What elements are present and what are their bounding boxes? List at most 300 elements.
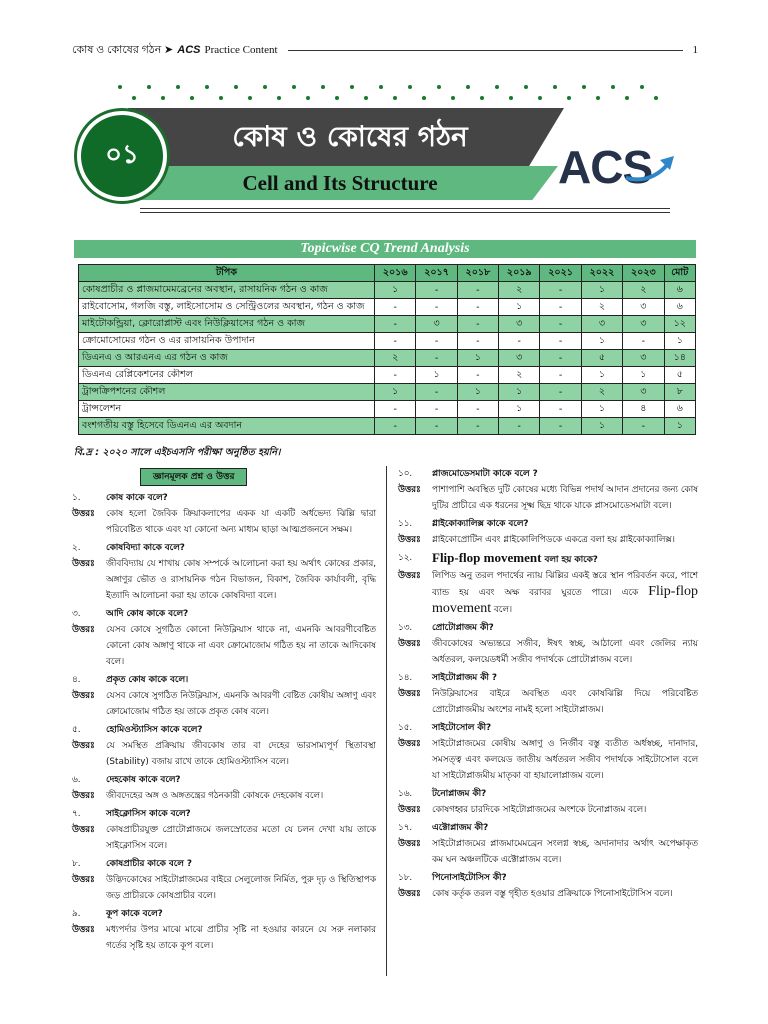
column-divider [386,466,387,976]
qa-item [398,870,698,902]
answer-text: পাশাপাশি অবস্থিত দুটি কোষের মধ্যে বিভিন্ন পদার্থ আদান প্রদানের জন্য কোষ দুটির প্রাচীরে এক ধরনের সূক্ষ্ম ছিদ্র থাকে যাকে প্লাসমোডেসমাটা বলে। [432,485,698,511]
question-text [106,906,163,922]
answer [398,636,698,668]
qa-item [398,720,698,784]
chapter-title-en: Cell and Its Structure [242,171,438,195]
answer-text-wrap [106,822,376,854]
trend-count-cell: - [416,418,457,435]
dot [364,96,368,100]
answer-label: উত্তরঃ [398,689,421,699]
answer-label: উত্তরঃ [398,535,421,545]
qa-item [72,806,376,854]
trend-count-cell: ১ [457,350,498,367]
answer [72,922,376,954]
answer-text-wrap [432,886,698,902]
question-number: ১১. [398,519,413,529]
answer-label: উত্তরঃ [398,639,421,649]
qa-item [72,606,376,670]
question-text [106,772,181,788]
question-number: ৮. [72,859,81,869]
question-number: ১৩. [398,623,413,633]
dot [567,96,571,100]
question [398,620,698,636]
answer-text-wrap [432,802,698,818]
answer-text: যেসব কোষে সুগঠিত নিউক্লিয়াস, এমনকি আবরণী বেষ্টিত কোষীয় অঙ্গাণু এবং ক্রোমোজোম গঠিত হয় তাকে প্রকৃত কোষ বলে। [106,691,376,717]
answer-text: জীববিদ্যায় যে শাখায় কোষ সম্পর্কে আলোচনা করা হয় অর্থাৎ কোষের প্রকার, অঙ্গাণুর ভৌত ও রাসায়নিক গঠন বিভাজন, বিকাশ, জৈবিক কার্যাবলী, বৃদ্ধি ইত্যাদি আলোচনা করা হয় তাকে কোষবিদ্যা বলে। [106,559,376,601]
trend-count-cell: - [499,418,540,435]
answer-text: কোষগহ্বর চারদিকে সাইটোপ্লাজমের অংশকে টনোপ্লাজম বলে। [432,805,647,815]
answer-text-wrap [432,686,698,718]
question [72,772,376,788]
dot [292,85,296,89]
question-number: ১৫. [398,723,413,733]
question [72,806,376,822]
answer-text: লিপিড অনু তরল পদার্থের ন্যায় ঝিল্লির একই স্তরে স্থান পরিবর্তন করে, পাশে ব্যান্ড হয় এবং অক্ষ বরাবর ঘুরতে পারে। একে [432,571,698,598]
answer-label: উত্তরঃ [72,559,95,569]
dot [118,85,122,89]
trend-count-cell: ৬ [664,282,695,299]
answer-text-wrap [432,636,698,668]
trend-header-cell: ২০২৩ [623,265,664,282]
trend-topic-cell: রাইবোসোম, গলজি বস্তু, লাইসোসোম ও সেন্ট্রিওলের অবস্থান, গঠন ও কাজ [79,299,375,316]
answer-label: উত্তরঃ [72,741,95,751]
question-text-bn: প্লাজমোডেসমাটা কাকে বলে ? [432,469,538,479]
answer-label: উত্তরঃ [398,889,421,899]
trend-count-cell: - [375,333,416,350]
question [398,820,698,836]
dot [437,85,441,89]
header-breadcrumb: কোষ ও কোষের গঠন ➤ [72,43,174,56]
trend-count-cell: - [540,316,581,333]
trend-count-cell: ১ [581,418,622,435]
trend-count-cell: ৬ [664,401,695,418]
dot [538,96,542,100]
question-text [106,540,185,556]
dot [509,96,513,100]
trend-count-cell: - [540,299,581,316]
trend-count-cell: ২ [499,367,540,384]
dot [321,85,325,89]
question-text-bn: হোমিওস্ট্যাসিস কাকে বলে? [106,725,203,735]
answer-text-wrap [432,568,698,618]
chapter-title-bn: কোষ ও কোষের গঠন [232,120,468,153]
answer-text-wrap [432,532,698,548]
dot [466,85,470,89]
trend-count-cell: - [540,282,581,299]
question-number: ১৬. [398,789,413,799]
trend-count-cell: ১ [499,384,540,401]
answer-text-wrap [432,836,698,868]
question-number: ৯. [72,909,81,919]
question-number: ১৮. [398,873,413,883]
question [398,786,698,802]
answer [72,556,376,604]
trend-table [78,264,696,435]
trend-count-cell: ৪ [623,401,664,418]
dot [553,85,557,89]
question-text [432,670,497,686]
trend-count-cell: ১ [623,367,664,384]
trend-count-cell: - [375,418,416,435]
qa-item [72,772,376,804]
chapter-number: ০১ [81,115,163,197]
answer-label: উত্তরঃ [72,509,95,519]
question-text-bn: টনোপ্লাজম কী? [432,789,487,799]
trend-count-cell: ২ [499,282,540,299]
answer-label: উত্তরঃ [72,625,95,635]
dot [524,85,528,89]
dot [422,96,426,100]
answer [398,482,698,514]
trend-count-cell: ২ [581,299,622,316]
acs-logo [556,138,686,198]
qa-left-column [72,468,376,956]
trend-count-cell: ১ [375,282,416,299]
dot [408,85,412,89]
answer-text: কোষ কর্তৃক তরল বস্তু গৃহীত হওয়ার প্রক্রিয়াকে পিনোসাইটোসিস বলে। [432,889,673,899]
dot [176,85,180,89]
question-text [432,786,486,802]
trend-topic-cell: ট্রান্সলেশন [79,401,375,418]
dot [161,96,165,100]
question-text [432,620,494,636]
question-text-bn: আদি কোষ কাকে বলে? [106,609,189,619]
answer-text: কোষপ্রাচীরযুক্ত প্রোটোপ্লাজমে জলস্রোতের মতো যে চলন দেখা যায় তাকে সাইক্লোসিস বলে। [106,825,376,851]
answer-label: উত্তরঃ [398,739,421,749]
dot [350,85,354,89]
trend-count-cell: - [457,282,498,299]
question-text-bn: কোষবিদ্যা কাকে বলে? [106,543,185,553]
question [398,516,698,532]
trend-count-cell: ১ [375,384,416,401]
qa-right-column [398,466,698,904]
dot [582,85,586,89]
question-text [432,820,488,836]
question-text [106,606,188,622]
dot [132,96,136,100]
question [72,856,376,872]
trend-row [79,401,696,418]
answer [72,788,376,804]
dot [625,96,629,100]
trend-topic-cell: ট্রান্সক্রিপশনের কৌশল [79,384,375,401]
trend-count-cell: ৫ [664,367,695,384]
trend-count-cell: - [457,333,498,350]
question-number: ৭. [72,809,81,819]
answer-text: যেসব কোষে সুগঠিত কোনো নিউক্লিয়াস থাকে না, এমনকি আবরণীবেষ্টিত কোনো কোষ অঙ্গাণু থাকে না এবং ক্রোমোজোম গঠিত হয় না তাকে আদিকোষ বলে। [106,625,376,667]
answer-text-wrap [106,872,376,904]
dot [654,96,658,100]
trend-count-cell: - [540,418,581,435]
question-text-bn: দেহকোষ কাকে বলে? [106,775,181,785]
question-text [432,870,507,886]
trend-count-cell: - [457,418,498,435]
question-text [432,550,598,568]
answer-text: উদ্ভিদকোষের সাইটোপ্লাজমের বাইরে সেলুলোজ নির্মিত, পুরু দৃঢ় ও স্থিতিস্থাপক জড় প্রাচীরকে কোষপ্রাচীর বলে। [106,875,376,901]
answer-label: উত্তরঃ [398,839,421,849]
answer-label: উত্তরঃ [72,691,95,701]
trend-count-cell: ৩ [623,299,664,316]
question [398,550,698,568]
qa-item [72,672,376,720]
question-number: ৬. [72,775,81,785]
dot [306,96,310,100]
trend-row [79,367,696,384]
trend-count-cell: - [416,350,457,367]
dot [219,96,223,100]
answer [398,686,698,718]
question [72,722,376,738]
answer-text-wrap [106,738,376,770]
trend-count-cell: ১ [416,367,457,384]
trend-count-cell: - [623,418,664,435]
trend-row [79,384,696,401]
trend-note: বি.দ্র : ২০২০ সালে এইচএসসি পরীক্ষা অনুষ্ঠিত হয়নি। [74,447,281,458]
decorative-dots [118,83,680,103]
qa-item [398,786,698,818]
question-text-bn: সাইটোপ্লাজম কী ? [432,673,498,683]
trend-header-cell: ২০১৮ [457,265,498,282]
page-header [72,40,698,60]
trend-count-cell: - [540,367,581,384]
qa-item [72,722,376,770]
trend-topic-cell: কোষপ্রাচীর ও প্লাজমামেমব্রেনের অবস্থান, রাসায়নিক গঠন ও কাজ [79,282,375,299]
question [72,490,376,506]
trend-count-cell: ৩ [581,316,622,333]
trend-header-row [79,265,696,282]
question [398,720,698,736]
trend-count-cell: - [416,384,457,401]
trend-count-cell: - [540,384,581,401]
question-text-bn: পিনোসাইটোসিস কী? [432,873,507,883]
trend-count-cell: - [375,367,416,384]
question [72,906,376,922]
trend-count-cell: ১ [581,367,622,384]
qa-item [398,820,698,868]
trend-row [79,333,696,350]
answer-text-wrap [106,556,376,604]
trend-count-cell: ১ [581,333,622,350]
qa-item [72,490,376,538]
trend-row [79,282,696,299]
dot [335,96,339,100]
trend-header-cell: ২০২২ [581,265,622,282]
answer-text: জীবদেহের অঙ্গ ও অঙ্গতন্ত্রের গঠনকারী কোষকে দেহকোষ বলে। [106,791,324,801]
chapter-number-badge [74,108,170,204]
answer [398,886,698,902]
answer [72,506,376,538]
question-text-en: Flip-flop movement [432,550,542,565]
dot [234,85,238,89]
answer-text: সাইটোপ্লাজমের প্লাজমামেমব্রেন সংলগ্ন স্বচ্ছ, অদানাদার অর্থাৎ অপেক্ষাকৃত কম ঘন অঞ্চলটিকে এক্টোপ্লাজম বলে। [432,839,698,865]
trend-count-cell: ৩ [416,316,457,333]
question-number: ২. [72,543,81,553]
trend-count-cell: - [416,282,457,299]
answer-text-en: Flip-flop movement [432,584,699,616]
trend-count-cell: - [416,333,457,350]
trend-header-cell: ২০১৯ [499,265,540,282]
qa-item [398,670,698,718]
answer-label: উত্তরঃ [72,825,95,835]
trend-row [79,350,696,367]
trend-topic-cell: বংশগতীয় বস্তু হিসেবে ডিএনএ এর অবদান [79,418,375,435]
section-title: জ্ঞানমূলক প্রশ্ন ও উত্তর [140,468,247,486]
answer-text: মধ্যপর্দার উপর মাঝে মাঝে প্রাচীর সৃষ্টি না হওয়ার কারনে যে সরু নলাকার গর্তের সৃষ্টি হয় তাকে কূপ বলে। [106,925,376,951]
question-text [432,516,528,532]
question-text [106,806,191,822]
qa-item [72,856,376,904]
question-text-bn: প্রোটোপ্লাজম কী? [432,623,494,633]
qa-item [72,906,376,954]
qa-item [398,516,698,548]
question-text [432,466,538,482]
question [72,672,376,688]
qa-item [398,466,698,514]
trend-count-cell: - [457,367,498,384]
answer-text: নিউক্লিয়াসের বাইরে অবস্থিত এবং কোষঝিল্লি দিয়ে পরিবেষ্টিত প্রোটোপ্লাজমীয় অংশের নামই হলো সাইটোপ্লাজম। [432,689,698,715]
trend-row [79,316,696,333]
trend-count-cell: ১ [664,418,695,435]
qa-item [72,540,376,604]
question-text-bn: এক্টোপ্লাজম কী? [432,823,489,833]
question-number: ১২. [398,553,413,563]
dot [379,85,383,89]
answer-text: সাইটোপ্লাজমের কোষীয় অঙ্গাণু ও নির্জীব বস্তু ব্যতীত অর্ধস্বচ্ছ, দানাদার, সমসত্ত্ব এবং কলয়েড জাতীয় অর্ধতরল সজীব পদার্থকে সাইটোসোল বলে যা সাইটোপ্লাজমীয় মাতৃকা বা হায়ালোপ্লাজম বলে। [432,739,698,781]
trend-count-cell: ১ [499,299,540,316]
dot [640,85,644,89]
answer-text: কোষ হলো জৈবিক ক্রিয়াকলাপের একক যা একটি অর্ধভেদ্য ঝিল্লি দ্বারা পরিবেষ্টিত থাকে এবং যা কোনো অন্য মাধ্যম ছাড়া আত্মপ্রজননে সক্ষম। [106,509,376,535]
acs-logo-text: ACS [558,141,653,193]
question-text [106,672,188,688]
question-text-bn: কোষ কাকে বলে? [106,493,168,503]
question-number: ১৪. [398,673,413,683]
dot [611,85,615,89]
answer-text: গ্লাইকোপ্রোটিন এবং গ্লাইকোলিপিডকে একত্রে বলা হয় গ্লাইকোক্যালিক্স। [432,535,675,545]
trend-count-cell: ১২ [664,316,695,333]
trend-count-cell: ২ [623,282,664,299]
dot [480,96,484,100]
question-text-bn: কূপ কাকে বলে? [106,909,163,919]
trend-count-cell: ২ [581,384,622,401]
trend-header-cell: ২০১৬ [375,265,416,282]
trend-topic-cell: মাইটোকন্ড্রিয়া, ক্লোরোপ্লাস্ট এবং নিউক্লিয়াসের গঠন ও কাজ [79,316,375,333]
answer-text: যে সমস্থিত প্রক্রিয়ায় জীবকোষ তার বা দেহের ভারসাম্যপূর্ণ স্থিতাবস্থা (Stability) বজায় রাখে তাকে হোমিওস্ট্যাসিস বলে। [106,741,376,767]
dot [205,85,209,89]
answer-label: উত্তরঃ [398,805,421,815]
question-number: ১৭. [398,823,413,833]
trend-count-cell: - [375,401,416,418]
dot [596,96,600,100]
question-text-bn: প্রকৃত কোষ কাকে বলে। [106,675,189,685]
question-text-bn: গ্লাইকোক্যালিক্স কাকে বলে? [432,519,529,529]
trend-count-cell: ১ [499,401,540,418]
answer [398,568,698,618]
question [72,606,376,622]
answer-label: উত্তরঃ [72,925,95,935]
trend-count-cell: ৬ [664,299,695,316]
trend-row [79,418,696,435]
trend-header-cell: টপিক [79,265,375,282]
question-number: ৪. [72,675,81,685]
dot [277,96,281,100]
trend-count-cell: ৩ [623,316,664,333]
trend-count-cell: - [540,333,581,350]
header-rule [288,50,683,51]
trend-count-cell: ৩ [623,350,664,367]
question [72,540,376,556]
qa-item [398,620,698,668]
trend-count-cell: ২ [375,350,416,367]
dot [263,85,267,89]
trend-count-cell: - [457,299,498,316]
trend-count-cell: - [457,401,498,418]
trend-count-cell: ১ [581,401,622,418]
answer [398,736,698,784]
answer-label: উত্তরঃ [72,875,95,885]
title-underlines [140,208,670,216]
dot [451,96,455,100]
trend-count-cell: - [540,350,581,367]
trend-topic-cell: ডিএনএ ও আরএনএ এর গঠন ও কাজ [79,350,375,367]
dot [190,96,194,100]
answer-text-wrap [106,788,376,804]
answer [72,822,376,854]
answer-label: উত্তরঃ [398,485,421,495]
trend-count-cell: - [375,316,416,333]
dot [495,85,499,89]
question-text [106,856,192,872]
trend-count-cell: ৩ [499,316,540,333]
answer-text-wrap [106,506,376,538]
trend-count-cell: - [499,333,540,350]
answer-label: উত্তরঃ [398,571,421,581]
question-text [106,490,168,506]
trend-count-cell: ৩ [499,350,540,367]
answer [398,836,698,868]
answer-text: জীবকোষের অভ্যন্তরে সজীব, ঈষৎ স্বচ্ছ, আঠালো এবং জেলির ন্যায় অর্ধতরল, কলয়েডধর্মী সজীব পদার্থকে প্রোটোপ্লাজম বলে। [432,639,698,665]
dot [248,96,252,100]
answer [72,622,376,670]
dot [147,85,151,89]
trend-header-cell: ২০১৭ [416,265,457,282]
trend-count-cell: ১ [664,333,695,350]
trend-count-cell: - [375,299,416,316]
answer [72,872,376,904]
header-section: Practice Content [204,44,278,56]
trend-count-cell: - [623,333,664,350]
question [398,870,698,886]
trend-topic-cell: ডিএনএ রেপ্লিকেশনের কৌশল [79,367,375,384]
answer-text-wrap [432,736,698,784]
trend-count-cell: - [540,401,581,418]
answer-text-wrap [106,688,376,720]
trend-count-cell: ৫ [581,350,622,367]
trend-topic-cell: ক্রোমোসোমের গঠন ও এর রাসায়নিক উপাদান [79,333,375,350]
trend-header-cell: ২০২১ [540,265,581,282]
arrow-icon [556,138,686,198]
question-number: ১. [72,493,81,503]
question [398,670,698,686]
qa-item [398,550,698,618]
question-text [106,722,202,738]
dot [393,96,397,100]
trend-count-cell: - [457,316,498,333]
trend-count-cell: - [416,401,457,418]
answer [398,532,698,548]
answer-text-wrap [432,482,698,514]
answer [72,688,376,720]
trend-row [79,299,696,316]
